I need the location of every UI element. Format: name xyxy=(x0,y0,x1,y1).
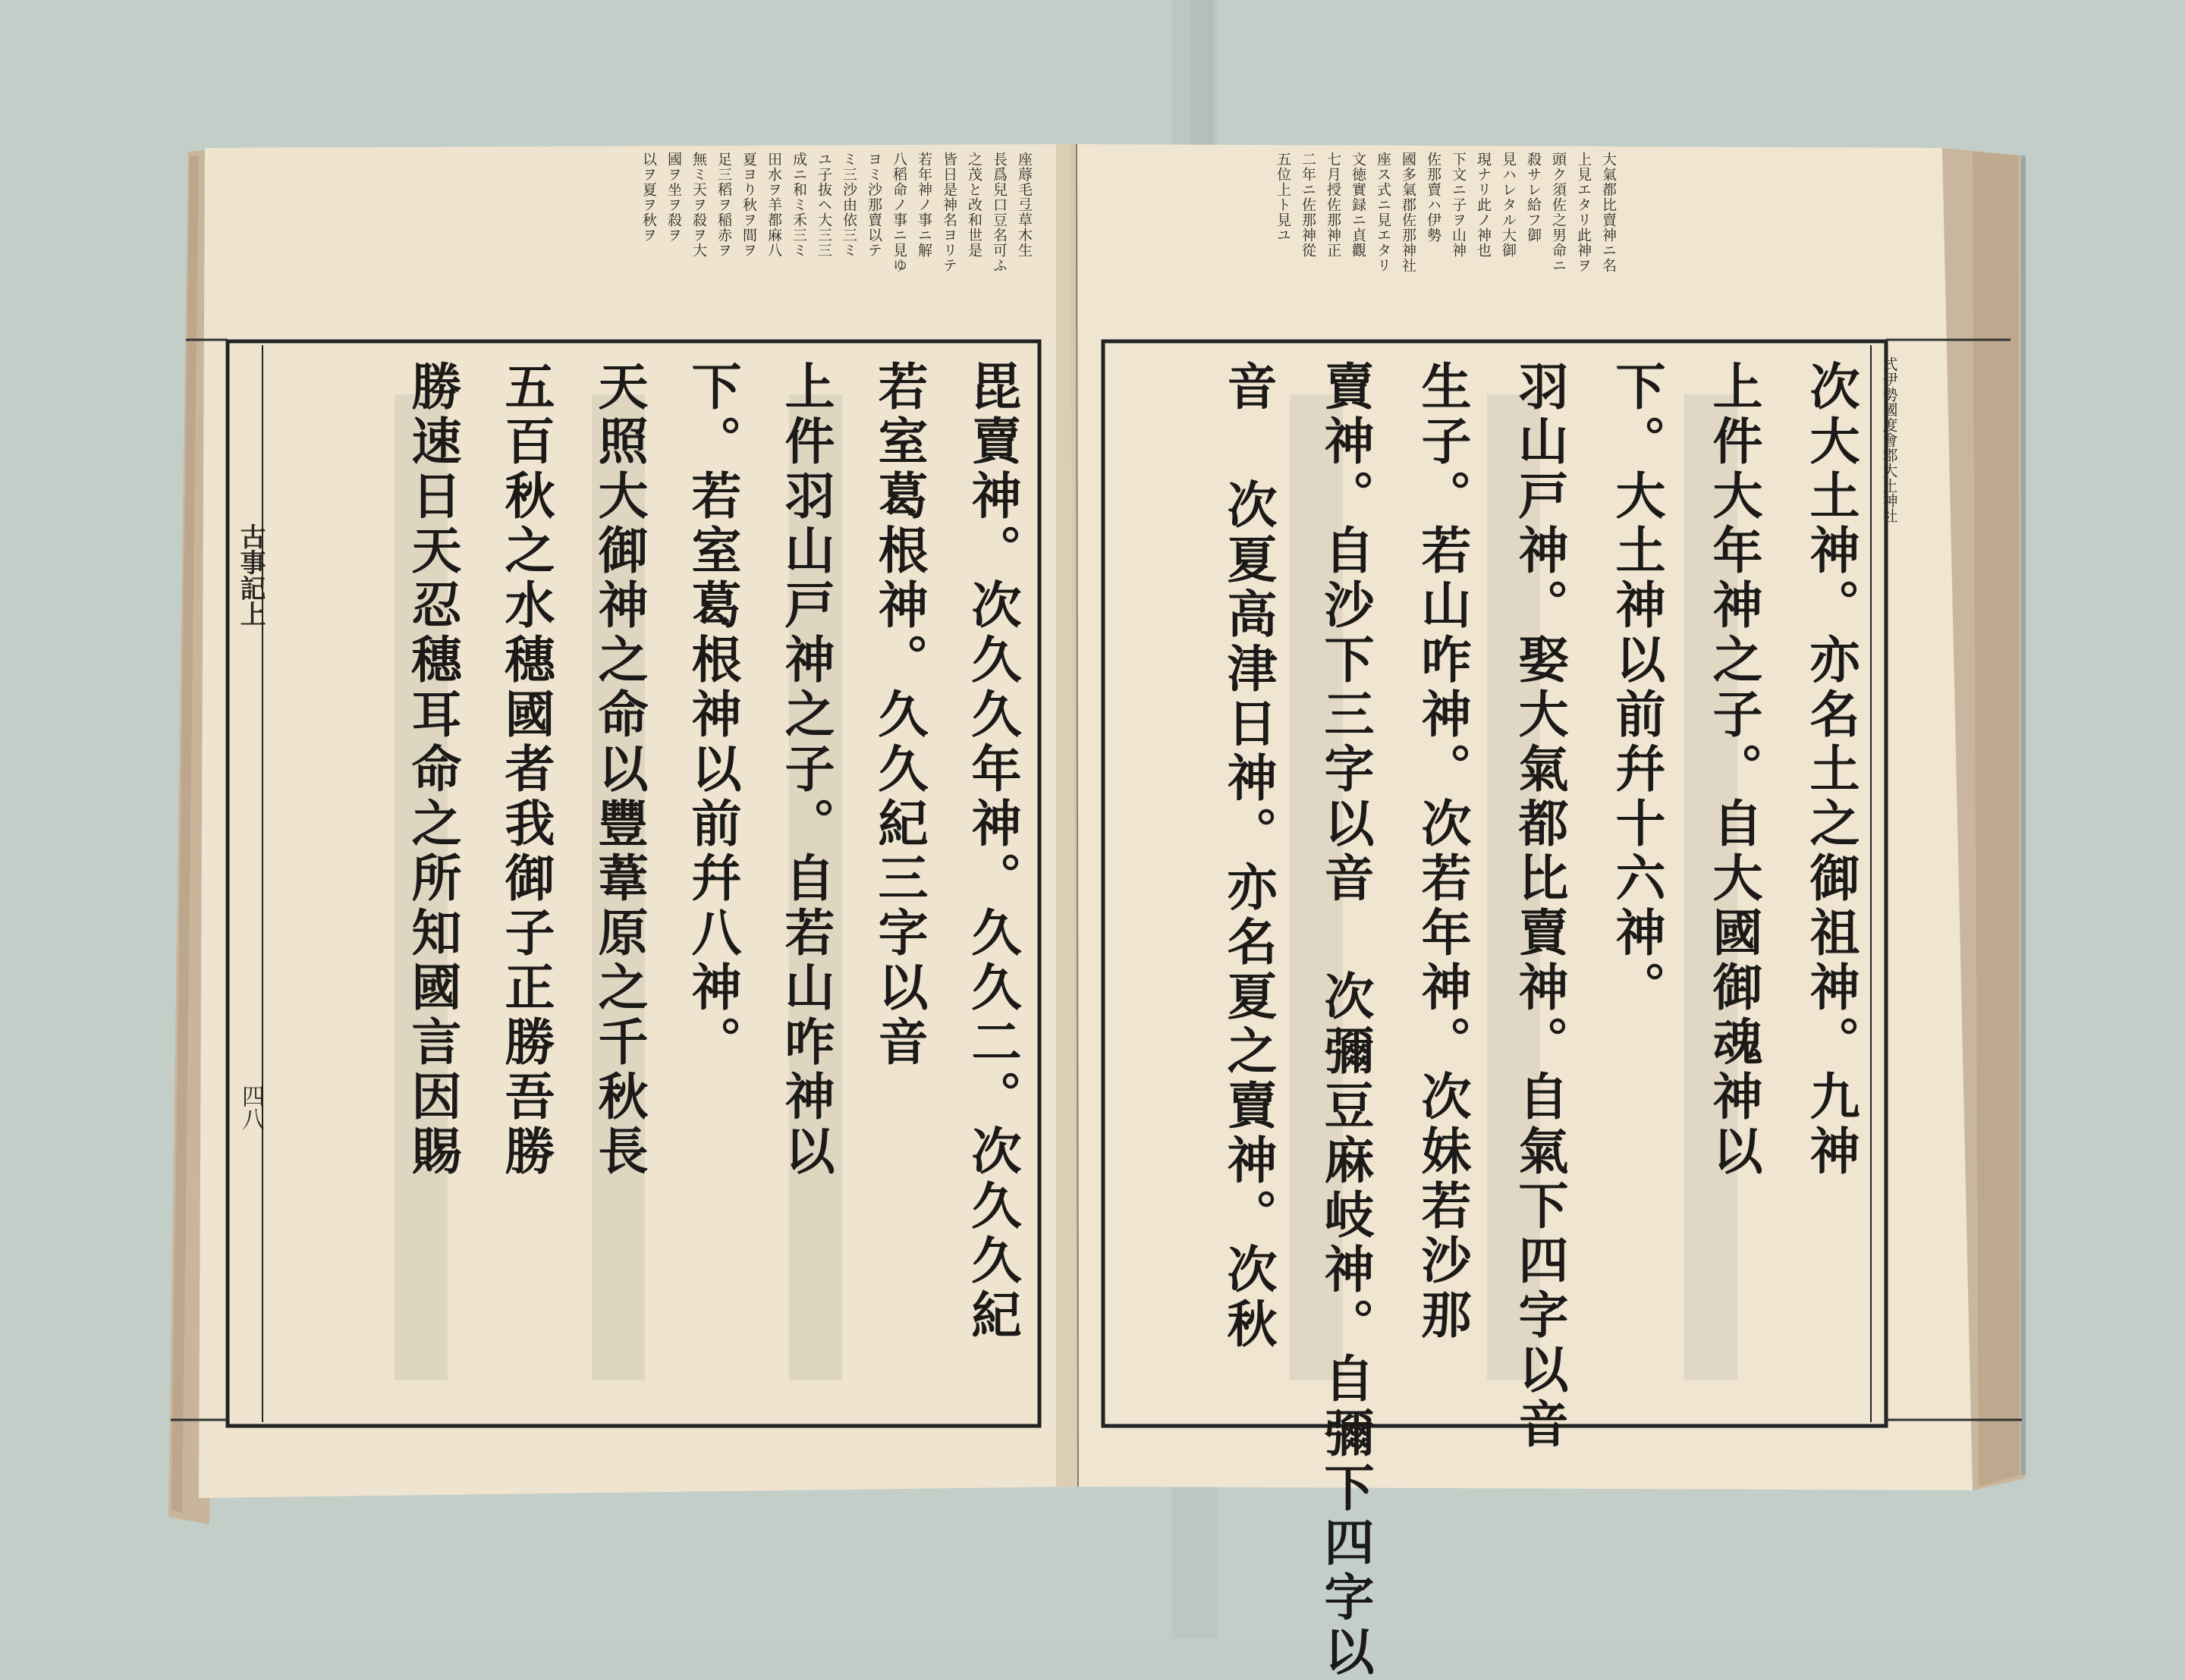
left-headnote-16: 以ヲ夏ヲ秋ヲ xyxy=(640,152,657,243)
right-headnote-4: 殺サレ給フ御 xyxy=(1525,152,1542,243)
page-side-label: 式伊勢國度會郡大土神社 xyxy=(1880,356,1898,523)
right-column-4: 羽山戸神。娶大氣都比賣神。自氣下四字以音 xyxy=(1510,360,1569,1452)
right-headnote-13: 二年ニ佐那神從 xyxy=(1300,152,1316,258)
left-headnote-8: ミ三沙由依三ミ xyxy=(841,152,857,258)
right-column-6: 賣神。自沙下三字以音 次彌豆麻岐神。自彌下四字以 xyxy=(1316,360,1375,1680)
left-headnote-14: 無ミ天ヲ殺ヲ大 xyxy=(690,152,707,258)
left-headnote-1: 座蓐毛弖草木生 xyxy=(1016,152,1033,258)
right-headnote-6: 現ナリ此ノ神也 xyxy=(1475,152,1492,258)
right-headnote-7: 下文ニ子ヲ山神 xyxy=(1450,152,1467,258)
right-headnote-9: 國多氣郡佐那神社 xyxy=(1400,152,1416,273)
folio-number: 四八 xyxy=(237,1085,264,1130)
right-headnote-1: 大氣都比賣神ニ名 xyxy=(1600,152,1617,273)
right-column-3: 下。大土神以前幷十六神。 xyxy=(1607,360,1666,1016)
right-headnote-2: 上見エタリ此神ヲ xyxy=(1575,152,1592,273)
right-headnote-11: 文徳實録ニ貞觀 xyxy=(1350,152,1366,258)
running-title: 古事記上 xyxy=(235,523,266,626)
right-column-2: 上件大年神之子。自大國御魂神以 xyxy=(1704,360,1763,1179)
left-headnote-9: ユ子抜ヘ大三三 xyxy=(816,152,832,258)
left-headnote-13: 足三稻ヲ稲赤ヲ xyxy=(715,152,732,258)
right-headnote-14: 五位上ト見ユ xyxy=(1275,152,1291,243)
left-headnote-5: 若年神ノ事ニ解 xyxy=(916,152,932,258)
left-column-3: 上件羽山戸神之子。自若山咋神以 xyxy=(776,360,835,1179)
right-headnote-3: 頭ク須佐之男命ニ xyxy=(1550,152,1567,273)
left-headnote-3: 之茂と改和世是 xyxy=(966,152,982,258)
left-headnote-2: 長爲兒口豆名可ふ xyxy=(991,152,1008,273)
left-headnote-6: 八稻命ノ事ニ見ゆ xyxy=(891,152,907,273)
left-headnote-4: 皆日是神名ヨリテ xyxy=(941,152,957,273)
right-headnote-12: 七月授佐那神正 xyxy=(1325,152,1341,258)
left-headnote-10: 成ニ和ミ禾三ミ xyxy=(791,152,807,258)
right-column-7: 音 次夏高津日神。亦名夏之賣神。次秋 xyxy=(1218,360,1278,1352)
left-headnote-15: 國ヲ坐ヲ殺ヲ xyxy=(665,152,682,243)
left-column-4: 下。若室葛根神以前幷八神。 xyxy=(683,360,742,1070)
right-column-5: 生子。若山咋神。次若年神。次妹若沙那 xyxy=(1413,360,1472,1343)
left-column-2: 若室葛根神。久久紀三字以音 xyxy=(869,360,929,1070)
right-headnote-5: 見ハレタル大御 xyxy=(1500,152,1517,258)
left-column-1: 毘賣神。次久久年神。久久二。次久久紀 xyxy=(963,360,1022,1343)
left-column-6: 五百秋之水穗國者我御子正勝吾勝 xyxy=(496,360,555,1179)
left-headnote-7: ヨミ沙那賣以テ xyxy=(866,152,882,258)
right-headnote-8: 佐那賣ハ伊勢 xyxy=(1425,152,1441,243)
left-column-7: 勝速日天忍穗耳命之所知國言因賜 xyxy=(403,360,462,1179)
right-column-1: 次大土神。亦名土之御祖神。九神 xyxy=(1801,360,1860,1179)
left-headnote-11: 田水ヲ羊都麻八 xyxy=(766,152,782,258)
left-headnote-12: 夏ヨり秋ヲ間ヲ xyxy=(740,152,757,258)
right-headnote-10: 座ス式ニ見エタリ xyxy=(1375,152,1391,273)
left-column-5: 天照大御神之命以豐葦原之千秋長 xyxy=(589,360,649,1179)
